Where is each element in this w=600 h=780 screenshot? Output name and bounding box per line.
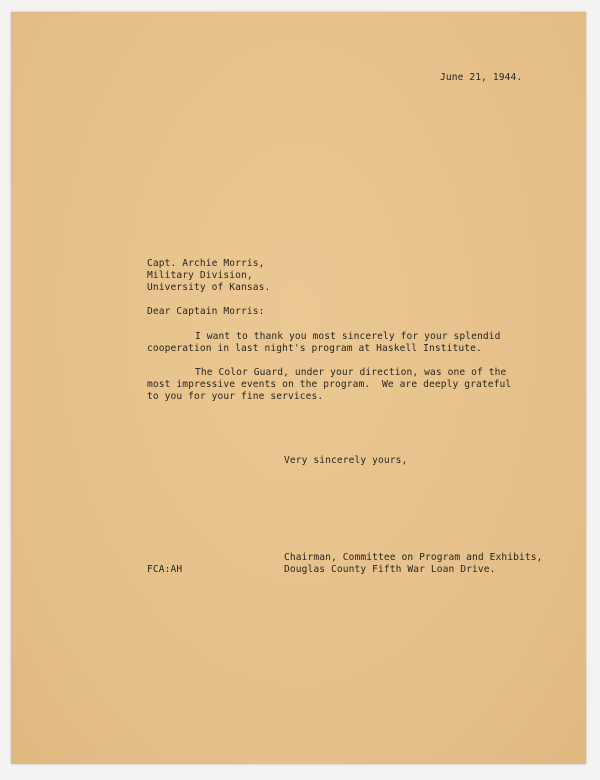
recipient-division: Military Division, bbox=[147, 270, 253, 281]
paragraph-1-line-2: cooperation in last night's program at Haskell Institute. bbox=[147, 343, 482, 354]
paragraph-2-line-1: The Color Guard, under your direction, was one of the bbox=[195, 367, 507, 378]
paragraph-1-line-1: I want to thank you most sincerely for your splendid bbox=[195, 331, 501, 342]
letter-page bbox=[11, 12, 586, 764]
paragraph-2-line-3: to you for your fine services. bbox=[147, 391, 324, 402]
signature-title-2: Douglas County Fifth War Loan Drive. bbox=[284, 564, 496, 575]
recipient-address bbox=[147, 258, 270, 294]
paragraph-2 bbox=[147, 367, 511, 403]
recipient-name: Capt. Archie Morris, bbox=[147, 258, 265, 269]
closing: Very sincerely yours, bbox=[284, 455, 408, 466]
paragraph-1 bbox=[147, 331, 501, 355]
typist-initials: FCA:AH bbox=[147, 564, 183, 575]
signature-block bbox=[284, 552, 543, 576]
salutation: Dear Captain Morris: bbox=[147, 306, 265, 317]
paragraph-2-line-2: most impressive events on the program. We are deeply grateful bbox=[147, 379, 512, 390]
signature-title-1: Chairman, Committee on Program and Exhibits, bbox=[284, 552, 543, 563]
letter-date: June 21, 1944. bbox=[440, 72, 523, 83]
recipient-institution: University of Kansas. bbox=[147, 282, 271, 293]
